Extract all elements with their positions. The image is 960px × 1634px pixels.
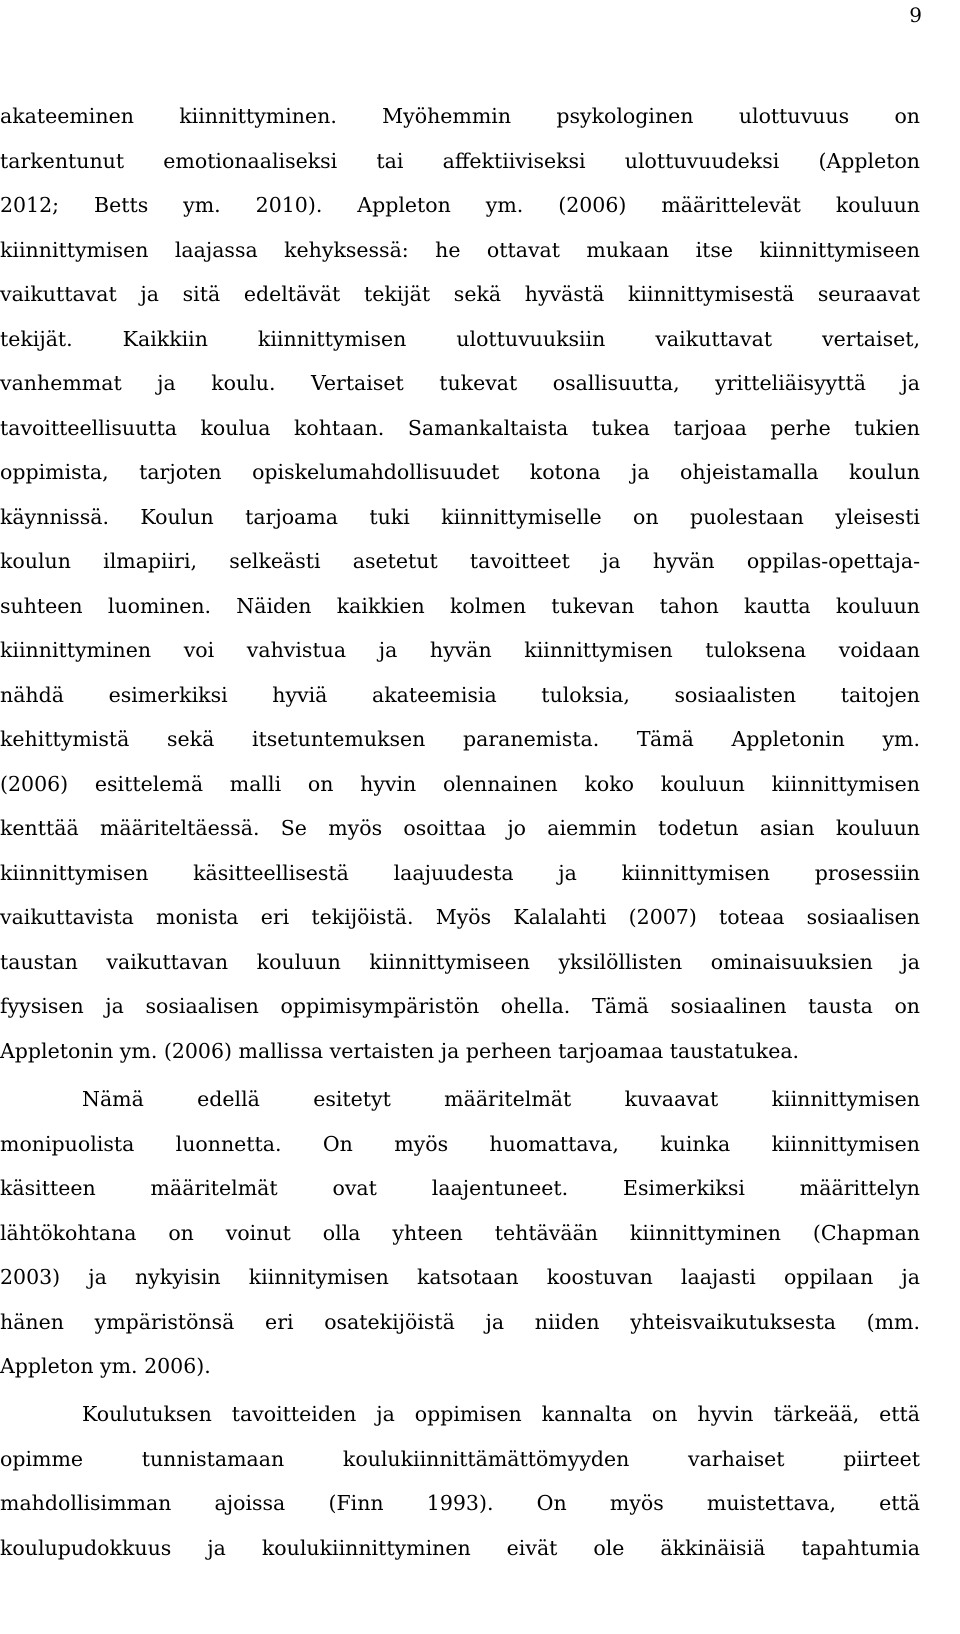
text-line: kiinnittymisen laajassa kehyksessä: he ottavat mukaan itse kiinnittymiseen bbox=[0, 237, 920, 262]
text-line: oppimista, tarjoten opiskelumahdollisuudet kotona ja ohjeistamalla koulun bbox=[0, 460, 920, 484]
paragraph-2 bbox=[0, 1077, 920, 1389]
text-line: tavoitteellisuutta koulua kohtaan. Samankaltaista tukea tarjoaa perhe tukien bbox=[0, 415, 920, 440]
text-line: 2003) ja nykyisin kiinnitymisen katsotaan koostuvan laajasti oppilaan ja bbox=[0, 1265, 920, 1289]
text-line: opimme tunnistamaan koulukiinnittämättömyyden varhaiset piirteet bbox=[0, 1446, 920, 1471]
text-line: lähtökohtana on voinut olla yhteen tehtävään kiinnittyminen (Chapman bbox=[0, 1220, 920, 1245]
text-line: vanhemmat ja koulu. Vertaiset tukevat osallisuutta, yritteliäisyyttä ja bbox=[0, 371, 920, 395]
text-line: Nämä edellä esitetyt määritelmät kuvaavat kiinnittymisen bbox=[82, 1087, 920, 1111]
text-line: käsitteen määritelmät ovat laajentuneet. Esimerkiksi määrittelyn bbox=[0, 1176, 920, 1200]
text-line: suhteen luominen. Näiden kaikkien kolmen tukevan tahon kautta kouluun bbox=[0, 593, 920, 618]
text-line: taustan vaikuttavan kouluun kiinnittymiseen yksilöllisten ominaisuuksien ja bbox=[0, 949, 920, 974]
text-line: 2012; Betts ym. 2010). Appleton ym. (2006) määrittelevät kouluun bbox=[0, 193, 920, 217]
text-line: nähdä esimerkiksi hyviä akateemisia tuloksia, sosiaalisten taitojen bbox=[0, 682, 920, 707]
text-line: hänen ympäristönsä eri osatekijöistä ja niiden yhteisvaikutuksesta (mm. bbox=[0, 1309, 920, 1334]
text-line: tekijät. Kaikkiin kiinnittymisen ulottuvuuksiin vaikuttavat vertaiset, bbox=[0, 326, 920, 351]
text-line: koulupudokkuus ja koulukiinnittyminen eivät ole äkkinäisiä tapahtumia bbox=[0, 1535, 920, 1560]
text-line: fyysisen ja sosiaalisen oppimisympäristön ohella. Tämä sosiaalinen tausta on bbox=[0, 994, 920, 1018]
paragraph-3 bbox=[0, 1392, 920, 1570]
text-line: akateeminen kiinnittyminen. Myöhemmin psykologinen ulottuvuus on bbox=[0, 104, 920, 128]
text-line: Appletonin ym. (2006) mallissa vertaisten ja perheen tarjoamaa taustatukea. bbox=[0, 1038, 800, 1063]
text-line: kiinnittyminen voi vahvistua ja hyvän kiinnittymisen tuloksena voidaan bbox=[0, 638, 920, 662]
text-line: kehittymistä sekä itsetuntemuksen paranemista. Tämä Appletonin ym. bbox=[0, 727, 920, 751]
text-line: tarkentunut emotionaaliseksi tai affektiiviseksi ulottuvuudeksi (Appleton bbox=[0, 148, 920, 173]
text-line: kenttää määriteltäessä. Se myös osoittaa jo aiemmin todetun asian kouluun bbox=[0, 816, 920, 840]
text-line: vaikuttavista monista eri tekijöistä. Myös Kalalahti (2007) toteaa sosiaalisen bbox=[0, 905, 920, 929]
paragraph-1 bbox=[0, 94, 920, 1073]
text-line: koulun ilmapiiri, selkeästi asetetut tavoitteet ja hyvän oppilas-opettaja- bbox=[0, 549, 920, 573]
text-line: monipuolista luonnetta. On myös huomattava, kuinka kiinnittymisen bbox=[0, 1131, 920, 1156]
page-number: 9 bbox=[909, 3, 922, 27]
text-line: Koulutuksen tavoitteiden ja oppimisen kannalta on hyvin tärkeää, että bbox=[82, 1402, 920, 1426]
text-line: mahdollisimman ajoissa (Finn 1993). On myös muistettava, että bbox=[0, 1491, 920, 1515]
text-line: kiinnittymisen käsitteellisestä laajuudesta ja kiinnittymisen prosessiin bbox=[0, 860, 920, 885]
text-line: Appleton ym. 2006). bbox=[0, 1354, 211, 1378]
text-line: (2006) esittelemä malli on hyvin olennainen koko kouluun kiinnittymisen bbox=[0, 771, 920, 796]
text-line: käynnissä. Koulun tarjoama tuki kiinnittymiselle on puolestaan yleisesti bbox=[0, 504, 920, 529]
text-line: vaikuttavat ja sitä edeltävät tekijät sekä hyvästä kiinnittymisestä seuraavat bbox=[0, 282, 920, 306]
